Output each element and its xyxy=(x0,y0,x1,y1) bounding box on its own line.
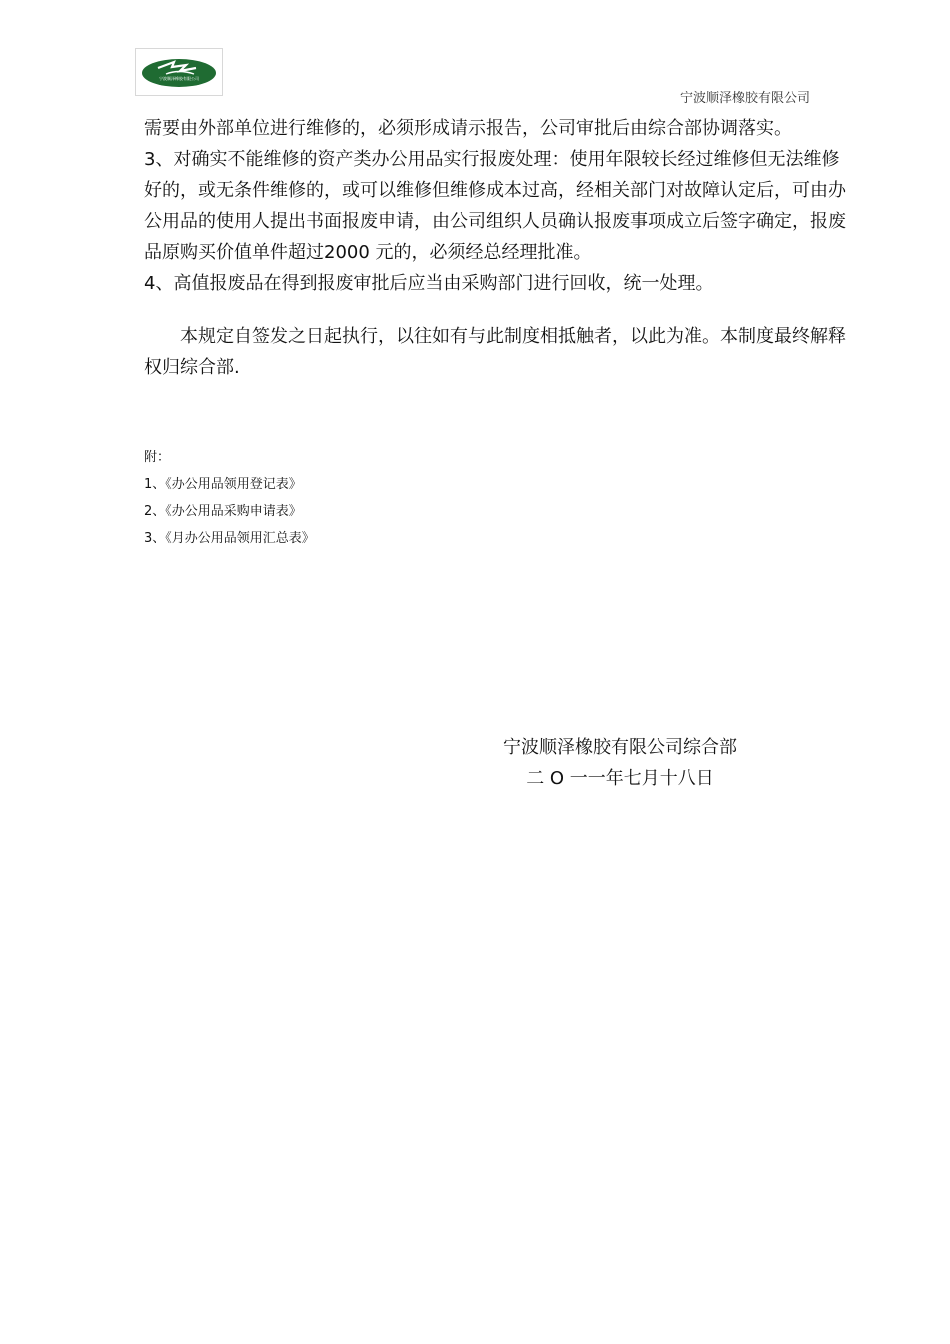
attachments-heading: 附： xyxy=(144,450,171,465)
logo-text: 宁波顺泽橡胶有限公司 xyxy=(159,76,199,81)
attachment-item: 2、《办公用品采购申请表》 xyxy=(144,504,302,519)
header-company-name: 宁波顺泽橡胶有限公司 xyxy=(679,91,810,106)
body-line: 4、高值报废品在得到报废审批后应当由采购部门进行回收，统一处理。 xyxy=(144,273,714,294)
company-logo xyxy=(135,48,223,96)
body-line: 需要由外部单位进行维修的，必须形成请示报告，公司审批后由综合部协调落实。 xyxy=(144,118,792,139)
attachment-item: 1、《办公用品领用登记表》 xyxy=(144,477,302,492)
closing-paragraph: 本规定自签发之日起执行，以往如有与此制度相抵触者，以此为准。本制度最终解释权归综合部. xyxy=(144,326,846,378)
signature-date: 二 O 一一年七月十八日 xyxy=(526,768,714,789)
attachment-item: 3、《月办公用品领用汇总表》 xyxy=(144,531,315,546)
signature-block xyxy=(470,732,770,794)
company-logo-icon xyxy=(136,49,222,95)
document-body xyxy=(144,113,846,299)
signature-department: 宁波顺泽橡胶有限公司综合部 xyxy=(503,737,737,758)
body-line: 3、对确实不能维修的资产类办公用品实行报废处理：使用年限较长经过维修但无法维修好的，或无条件维修的，或可以维修但维修成本过高，经相关部门对故障认定后，可由办公用品的使用人提出书面报废申请，由公司组织人员确认报废事项成立后签字确定，报废品原购买价值单件超过2000 元的，必须经总经理批准。 xyxy=(144,149,846,263)
attachments-list xyxy=(144,444,315,552)
